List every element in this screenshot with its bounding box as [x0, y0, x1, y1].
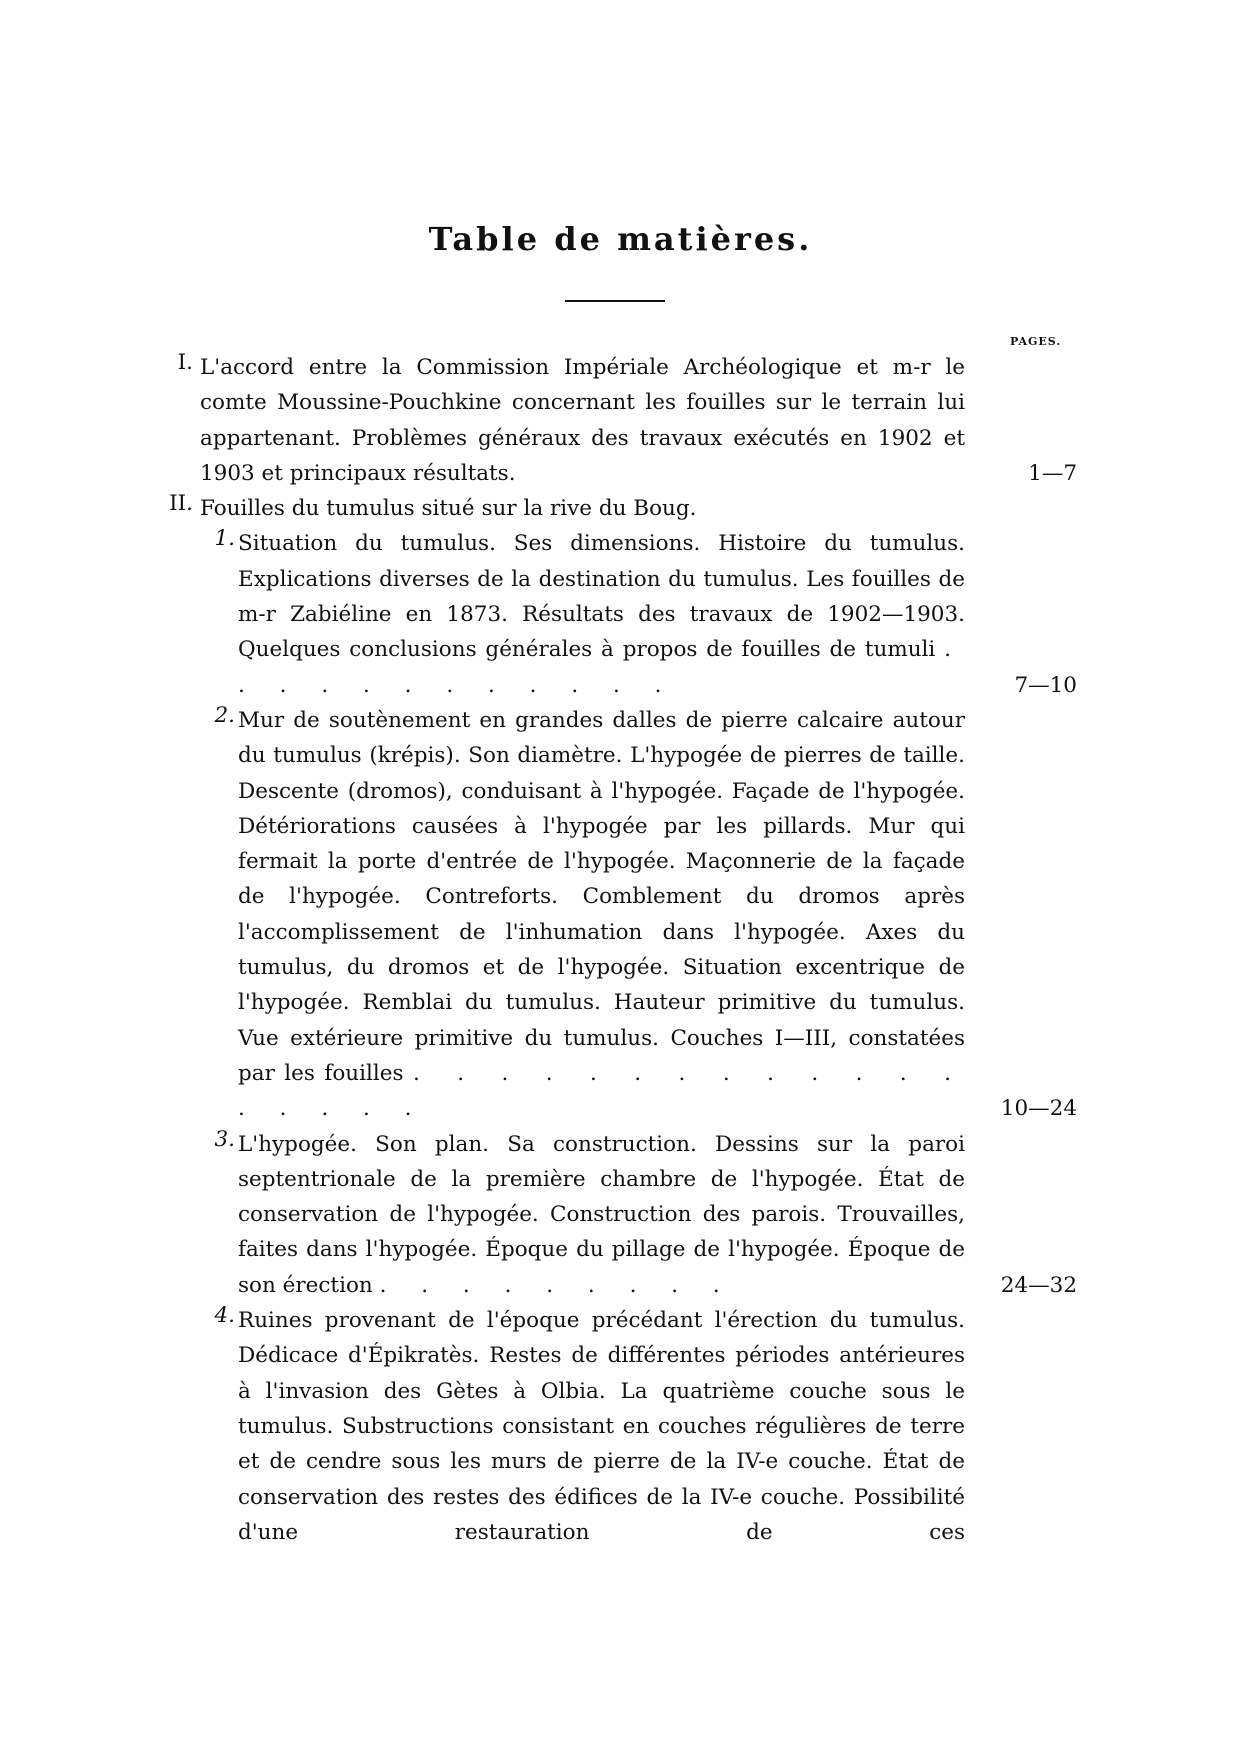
subsection-number: 4. [214, 1303, 235, 1329]
subsection-number: 3. [214, 1126, 235, 1152]
subsection-number: 1. [214, 526, 235, 552]
toc-subsection-2 [214, 702, 1077, 1127]
section-number: II. [169, 491, 193, 517]
page-title: Table de matières. [428, 220, 813, 258]
section-pages: 1—7 [1028, 460, 1077, 486]
subsection-text [238, 703, 965, 1127]
subsection-body: Mur de soutènement en grandes dalles de pierre calcaire autour du tumulus (krépis). Son diamètre. L'hypogée de pierres de taille. Descente (dromos), conduisant à l'hypogée. Façade de l'hypogée. Détériorations causées à l'hypogée par les pillards. Mur qui fermait la porte d'entrée de l'hypogée. Maçonnerie de la façade de l'hypogée. Contreforts. Comblement du dromos après l'accomplissement de l'inhumation dans l'hypogée. Axes du tumulus, du dromos et de l'hypogée. Situation excentrique de l'hypogée. Remblai du tumulus. Hauteur primitive du tumulus. Vue extérieure primitive du tumulus. Couches I—III, constatées par les fouilles [238, 707, 965, 1086]
toc-section-2 [169, 491, 965, 526]
subsection-pages: 24—32 [1000, 1272, 1077, 1298]
toc-subsection-1 [214, 526, 1077, 702]
subsection-number: 2. [214, 702, 235, 728]
dot-leader: . . . . . . . . . . . . [238, 637, 966, 698]
subsection-text: Ruines provenant de l'époque précédant l'érection du tumulus. Dédicace d'Épikratès. Restes de différentes périodes antérieures à l'invasion des Gètes à Olbia. La quatrième couche sous le tumulus. Substructions consistant en couches régulières de terre et de cendre sous les murs de pierre de la IV-e couche. État de conservation des restes des édifices de la IV-e couche. Possibilité d'une restauration de ces [238, 1308, 965, 1545]
subsection-text [238, 526, 965, 702]
toc-subsection-3 [214, 1126, 1077, 1303]
section-text: L'accord entre la Commission Impériale Archéologique et m-r le comte Moussine-Pouchkine concernant les fouilles sur le terrain lui appartenant. Problèmes généraux des travaux exécutés en 1902 et 1903 et principaux résultats. [200, 355, 965, 486]
section-text: Fouilles du tumulus situé sur la rive du Boug. [200, 496, 697, 522]
subsection-body: L'hypogée. Son plan. Sa construction. Dessins sur la paroi septentrionale de la première chambre de l'hypogée. État de conservation de l'hypogée. Construction des parois. Trouvailles, faites dans l'hypogée. Époque du pillage de l'hypogée. Époque de son érection [238, 1131, 965, 1298]
subsection-body: Situation du tumulus. Ses dimensions. Histoire du tumulus. Explications diverses de la destination du tumulus. Les fouilles de m-r Zabiéline en 1873. Résultats des travaux de 1902—1903. Quelques conclusions générales à propos de fouilles de tumuli [238, 531, 965, 663]
pages-column-label: PAGES. [1010, 335, 1062, 348]
dot-leader: . . . . . . . . . . . . . . . . . . [238, 1060, 965, 1122]
section-number: I. [177, 350, 193, 375]
subsection-pages: 10—24 [1000, 1096, 1077, 1122]
subsection-text [238, 1127, 965, 1303]
dot-leader: . . . . . . . . . [379, 1272, 734, 1298]
subsection-pages: 7—10 [1014, 672, 1077, 698]
toc-section-1 [177, 350, 1077, 491]
table-of-contents [0, 350, 1241, 1550]
toc-subsection-4 [214, 1303, 965, 1550]
title-divider [565, 300, 665, 302]
